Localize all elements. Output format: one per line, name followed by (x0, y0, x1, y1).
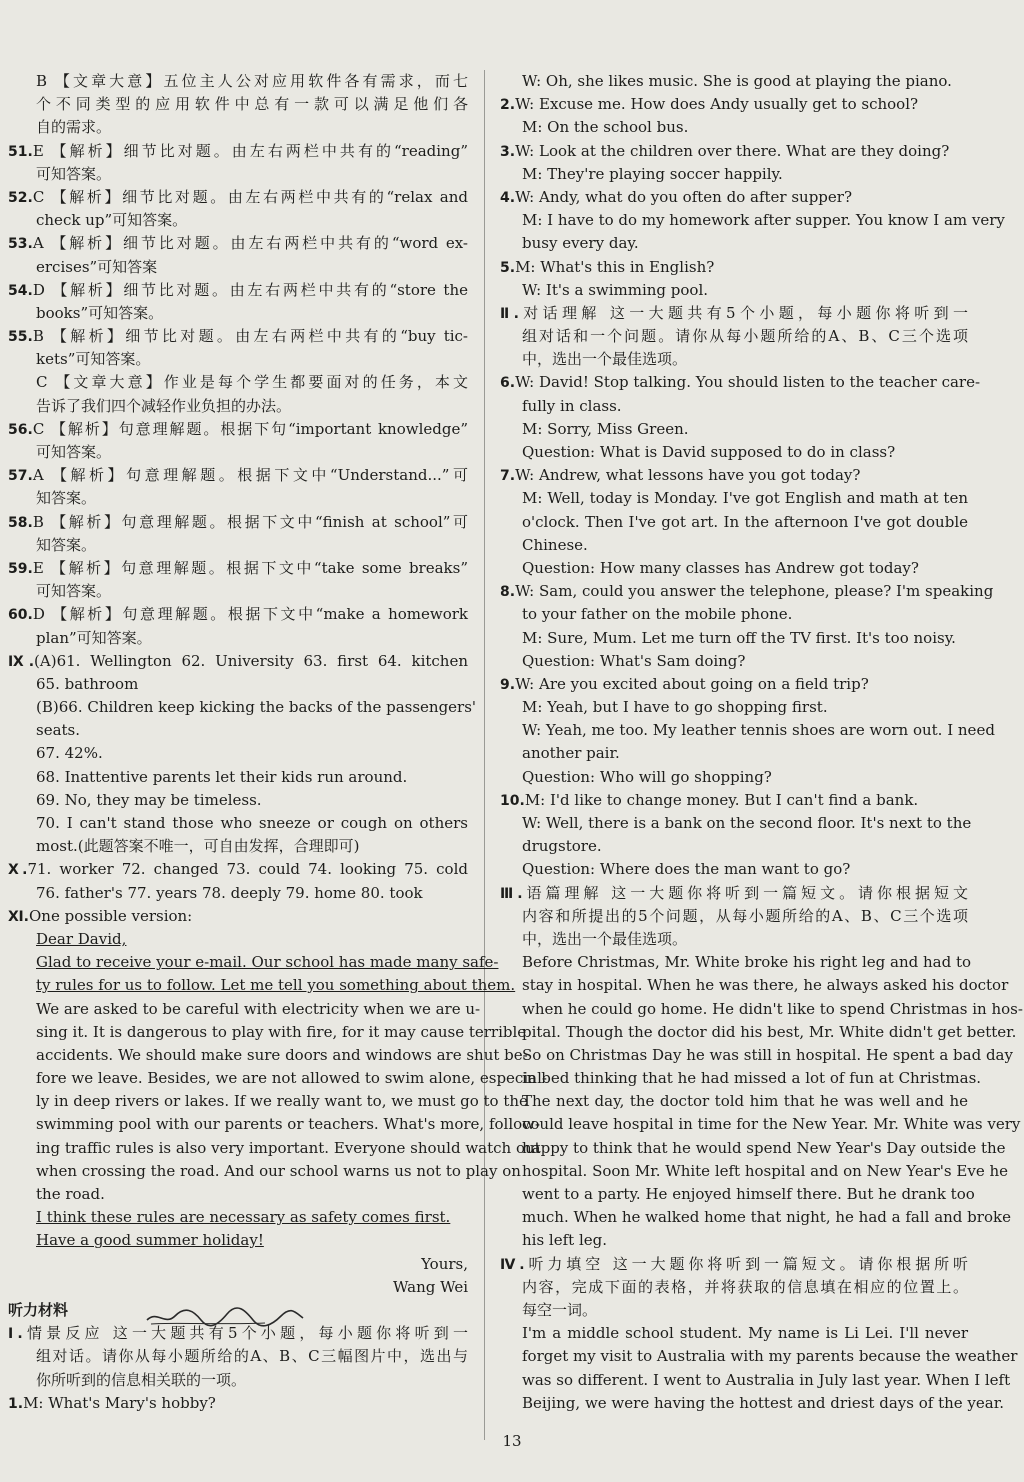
text-line (8, 487, 468, 510)
line-text: 71. worker 72. changed 73. could 74. looking 75. cold (27, 860, 468, 879)
text-line (8, 534, 468, 557)
line-text: plan”可知答案。 (36, 628, 152, 647)
text-line (8, 232, 468, 255)
line-text: fore we leave. Besides, we are not allowed to swim alone, especial- (36, 1069, 547, 1088)
text-line (500, 789, 968, 812)
line-text: o'clock. Then I've got art. In the afternoon I've got double (522, 512, 968, 531)
text-line (8, 1160, 521, 1183)
text-line (500, 1229, 968, 1252)
line-text: 听力材料 (8, 1300, 69, 1319)
text-line (500, 951, 972, 974)
line-text: W: Sam, could you answer the telephone, please? I'm speaking (515, 582, 994, 601)
line-text: 69. No, they may be timeless. (36, 790, 262, 809)
text-line (500, 163, 968, 186)
text-line (500, 256, 968, 279)
text-line (500, 557, 968, 580)
line-text: M: Sure, Mum. Let me turn off the TV first. It's too noisy. (522, 628, 956, 647)
line-text: could leave hospital in time for the New Year. Mr. White was very (522, 1115, 1021, 1134)
line-text: drugstore. (522, 837, 602, 856)
line-text: 情景反应 这一大题共有5个小题，每小题你将听到一 (22, 1324, 468, 1343)
line-text: D 【解析】句意理解题。根据下文中“make a homework (32, 605, 468, 624)
line-text: 中，选出一个最佳选项。 (522, 929, 688, 948)
item-number: 3. (500, 143, 516, 160)
item-number: Ⅹ. (8, 862, 28, 879)
line-text: W: Oh, she likes music. She is good at playing the piano. (522, 72, 952, 90)
line-text: forget my visit to Australia with my parents because the weather (522, 1347, 1018, 1366)
line-text: ercises”可知答案 (36, 257, 158, 276)
text-line (8, 835, 468, 858)
line-text: Glad to receive your e-mail. Our school has made many safe- (36, 953, 499, 972)
item-number: 4. (500, 189, 516, 206)
text-line (500, 1160, 1008, 1183)
line-text: fully in class. (522, 396, 622, 415)
text-line (500, 1021, 1017, 1044)
text-line (500, 1392, 1004, 1415)
line-text: E 【解析】句意理解题。根据下文中“take some breaks” (32, 558, 468, 577)
line-text: 内容，完成下面的表格，并将获取的信息填在相应的位置上。 (522, 1277, 968, 1296)
line-text: Chinese. (522, 535, 588, 554)
item-number: 53. (8, 236, 33, 253)
text-line (8, 371, 468, 394)
line-text: W: Excuse me. How does Andy usually get to school? (515, 95, 919, 114)
text-line (500, 348, 968, 371)
line-text: the road. (36, 1185, 105, 1203)
line-text: Wang Wei (393, 1277, 468, 1296)
text-line (8, 974, 516, 997)
line-text: M: I have to do my homework after supper. You know I am very (522, 211, 1005, 230)
text-line (8, 1253, 468, 1276)
line-text: A 【解析】细节比对题。由左右两栏中共有的“word ex- (32, 234, 468, 253)
text-line (8, 186, 468, 209)
text-line (500, 719, 995, 742)
item-number: Ⅲ. (500, 885, 523, 902)
line-text: 知答案。 (36, 489, 97, 508)
line-text: Question: What's Sam doing? (522, 651, 746, 670)
line-text: 语篇理解 这一大题你将听到一篇短文。请你根据短文 (522, 883, 968, 902)
text-line (500, 1253, 968, 1276)
text-line (8, 209, 468, 232)
text-line (8, 882, 468, 905)
line-text: Question: Who will go shopping? (522, 767, 772, 786)
line-text: M: I'd like to change money. But I can't find a bank. (524, 790, 919, 809)
right-column (500, 70, 1023, 1415)
line-text: when he could go home. He didn't like to spend Christmas in hos- (522, 999, 1023, 1018)
text-line (8, 163, 468, 186)
text-line (500, 534, 968, 557)
text-line (500, 1090, 968, 1113)
line-text: Beijing, we were having the hottest and driest days of the year. (522, 1393, 1004, 1412)
line-text: 个不同类型的应用软件中总有一款可以满足他们各 (36, 95, 468, 114)
text-line (8, 348, 468, 371)
text-line (500, 1044, 1013, 1067)
text-line (500, 1067, 982, 1090)
text-line (500, 673, 968, 696)
text-line (8, 928, 468, 951)
text-line (500, 487, 968, 510)
item-number: 8. (500, 584, 516, 601)
text-line (500, 186, 968, 209)
text-line (500, 140, 968, 163)
line-text: One possible version: (29, 906, 193, 925)
item-number: Ⅱ. (500, 305, 519, 322)
line-text: 可知答案。 (36, 164, 112, 183)
line-text: most.(此题答案不唯一，可自由发挥，合理即可) (36, 837, 360, 856)
text-line (500, 511, 968, 534)
line-text: 可知答案。 (36, 443, 112, 461)
text-line (8, 464, 468, 487)
line-text: Yours, (421, 1254, 468, 1273)
text-line (500, 742, 968, 765)
text-line (500, 928, 968, 951)
line-text: W: Andy, what do you often do after supper? (515, 187, 852, 206)
text-line (8, 441, 468, 464)
text-line (8, 719, 468, 742)
line-text: Question: How many classes has Andrew got today? (522, 558, 919, 577)
text-line (500, 1369, 1011, 1392)
line-text: 中，选出一个最佳选项。 (522, 350, 688, 369)
text-line (8, 1276, 468, 1299)
line-text: D 【解析】细节比对题。由左右两栏中共有的“store the (32, 280, 468, 299)
line-text: 每空一词。 (522, 1300, 598, 1319)
line-text: in bed thinking that he had missed a lot of fun at Christmas. (522, 1069, 982, 1088)
text-line (500, 464, 968, 487)
item-number: 9. (500, 676, 516, 693)
text-line (8, 1229, 468, 1252)
item-number: 6. (500, 375, 516, 392)
line-text: W: Look at the children over there. What are they doing? (515, 141, 950, 160)
item-number: 52. (8, 189, 33, 206)
text-line (8, 1345, 468, 1368)
text-line (500, 371, 981, 394)
text-line (500, 1345, 1018, 1368)
text-line (8, 696, 477, 719)
line-text: B 【文章大意】五位主人公对应用软件各有需求，而七 (36, 72, 468, 90)
text-line (500, 279, 968, 302)
line-text: Question: What is David supposed to do in class? (522, 443, 896, 461)
line-text: 内容和所提出的5个问题，从每小题所给的A、B、C三个选项 (522, 906, 968, 925)
line-text: 听力填空 这一大题你将听到一篇短文。请你根据所听 (524, 1254, 968, 1273)
text-line (500, 395, 968, 418)
text-line (500, 1206, 1011, 1229)
item-number: Ⅺ. (8, 908, 29, 925)
text-line (500, 1183, 975, 1206)
line-text: 知答案。 (36, 535, 97, 554)
line-text: 告诉了我们四个减轻作业负担的办法。 (36, 396, 292, 415)
line-text: 65. bathroom (36, 674, 139, 693)
text-line (8, 511, 468, 534)
line-text: books”可知答案。 (36, 303, 164, 322)
text-line (500, 998, 1023, 1021)
item-number: Ⅸ. (8, 653, 35, 670)
line-text: (B)66. Children keep kicking the backs of the passengers' (36, 698, 477, 717)
line-text: 可知答案。 (36, 582, 112, 601)
line-text: M: Yeah, but I have to go shopping first. (522, 698, 828, 717)
line-text: M: What's Mary's hobby? (23, 1393, 216, 1412)
line-text: much. When he walked home that night, he had a fall and broke (522, 1208, 1011, 1227)
text-line (500, 858, 968, 881)
item-number: 56. (8, 421, 33, 438)
line-text: 自的需求。 (36, 118, 112, 137)
line-text: 你所听到的信息相关联的一项。 (36, 1370, 247, 1389)
line-text: busy every day. (522, 234, 639, 253)
text-line (8, 812, 468, 835)
text-line (500, 812, 972, 835)
text-line (8, 1369, 468, 1392)
line-text: another pair. (522, 744, 620, 763)
text-line (8, 140, 468, 163)
text-line (8, 1067, 547, 1090)
line-text: swimming pool with our parents or teachers. What's more, follow- (36, 1115, 541, 1134)
text-line (8, 1113, 541, 1136)
text-line (8, 1137, 541, 1160)
line-text: when crossing the road. And our school warns us not to play on (36, 1161, 521, 1180)
line-text: M: On the school bus. (522, 118, 689, 137)
line-text: So on Christmas Day he was still in hospital. He spent a bad day (522, 1045, 1013, 1064)
line-text: M: They're playing soccer happily. (522, 164, 783, 183)
line-text: C 【解析】细节比对题。由左右两栏中共有的“relax and (32, 187, 468, 206)
text-line (8, 951, 499, 974)
text-line (8, 603, 468, 626)
text-line (500, 603, 968, 626)
line-text: Before Christmas, Mr. White broke his right leg and had to (522, 953, 972, 972)
item-number: Ⅰ. (8, 1326, 23, 1343)
line-text: (A)61. Wellington 62. University 63. first 64. kitchen (34, 651, 468, 670)
line-text: We are asked to be careful with electricity when we are u- (36, 999, 481, 1018)
line-text: 对话理解 这一大题共有5个小题，每小题你将听到一 (518, 303, 968, 322)
text-line (500, 1299, 968, 1322)
text-line (8, 650, 468, 673)
item-number: 57. (8, 468, 33, 485)
text-line (500, 302, 968, 325)
item-number: 7. (500, 468, 516, 485)
item-number: 5. (500, 259, 516, 276)
text-line (8, 325, 468, 348)
text-line (8, 1206, 468, 1229)
line-text: W: David! Stop talking. You should listen to the teacher care- (515, 373, 981, 392)
page-number: 13 (502, 1432, 522, 1450)
text-line (500, 766, 968, 789)
line-text: his left leg. (522, 1231, 607, 1250)
text-line (500, 835, 968, 858)
text-line (500, 905, 968, 928)
line-text: Dear David, (36, 929, 127, 948)
text-line (8, 789, 468, 812)
line-text: accidents. We should make sure doors and windows are shut be- (36, 1045, 528, 1064)
item-number: 51. (8, 143, 33, 160)
line-text: B 【解析】细节比对题。由左右两栏中共有的“buy tic- (32, 327, 468, 346)
text-line (500, 441, 968, 464)
text-line (500, 1276, 968, 1299)
text-line (500, 325, 968, 348)
line-text: W: Are you excited about going on a field trip? (515, 674, 869, 693)
line-text: 组对话。请你从每小题所给的A、B、C三幅图片中，选出与 (36, 1347, 468, 1366)
line-text: kets”可知答案。 (36, 350, 151, 369)
line-text: I'm a middle school student. My name is Li Lei. I'll never (522, 1324, 968, 1343)
text-line (500, 116, 968, 139)
text-line (8, 279, 468, 302)
text-line (8, 395, 468, 418)
item-number: 1. (8, 1395, 24, 1412)
line-text: 67. 42%. (36, 744, 103, 763)
line-text: W: Well, there is a bank on the second floor. It's next to the (522, 814, 972, 832)
item-number: Ⅳ. (500, 1256, 525, 1273)
text-line (500, 1137, 1006, 1160)
text-line (500, 1322, 968, 1345)
line-text: happy to think that he would spend New Year's Day outside the (522, 1138, 1006, 1157)
line-text: sing it. It is dangerous to play with fire, for it may cause terrible (36, 1022, 527, 1041)
line-text: W: Yeah, me too. My leather tennis shoes are worn out. I need (522, 721, 995, 740)
text-line (500, 627, 968, 650)
text-line (500, 650, 968, 673)
text-line (8, 70, 468, 93)
text-line (8, 627, 468, 650)
text-line (8, 1044, 528, 1067)
line-text: Have a good summer holiday! (36, 1231, 264, 1250)
text-line (8, 116, 468, 139)
line-text: M: What's this in English? (515, 257, 715, 276)
item-number: 55. (8, 329, 33, 346)
line-text: 76. father's 77. years 78. deeply 79. home 80. took (36, 883, 423, 902)
text-line (8, 1090, 528, 1113)
text-line (8, 766, 468, 789)
line-text: B 【解析】句意理解题。根据下文中“finish at school”可 (32, 512, 468, 531)
line-text: I think these rules are necessary as safety comes first. (36, 1208, 451, 1227)
item-number: 60. (8, 607, 33, 624)
handwritten-scribble (145, 1306, 305, 1328)
text-line (500, 70, 968, 93)
line-text: was so different. I went to Australia in July last year. When I left (522, 1370, 1011, 1389)
line-text: ing traffic rules is also very important. Everyone should watch out (36, 1138, 541, 1157)
line-text: seats. (36, 721, 81, 740)
text-line (8, 418, 468, 441)
text-line (500, 93, 968, 116)
line-text: to your father on the mobile phone. (522, 605, 793, 624)
line-text: ly in deep rivers or lakes. If we really want to, we must go to the (36, 1092, 528, 1111)
item-number: 54. (8, 282, 33, 299)
line-text: E 【解析】细节比对题。由左右两栏中共有的“reading” (32, 141, 468, 160)
text-line (8, 998, 481, 1021)
line-text: stay in hospital. When he was there, he always asked his doctor (522, 976, 1009, 995)
line-text: hospital. Soon Mr. White left hospital and on New Year's Eve he (522, 1161, 1008, 1180)
item-number: 58. (8, 514, 33, 531)
line-text: Question: Where does the man want to go? (522, 860, 851, 879)
text-line (8, 93, 468, 116)
line-text: went to a party. He enjoyed himself there. But he drank too (522, 1185, 975, 1203)
line-text: A 【解析】句意理解题。根据下文中“Understand...”可 (32, 466, 468, 485)
item-number: 10. (500, 792, 525, 809)
text-line (500, 209, 1005, 232)
line-text: 68. Inattentive parents let their kids run around. (36, 767, 408, 786)
text-line (8, 905, 468, 928)
text-line (500, 580, 994, 603)
line-text: 组对话和一个问题。请你从每小题所给的A、B、C三个选项 (522, 327, 968, 346)
line-text: C 【文章大意】作业是每个学生都要面对的任务，本文 (36, 373, 468, 392)
text-line (500, 418, 968, 441)
line-text: The next day, the doctor told him that he was well and he (522, 1092, 968, 1111)
text-line (8, 742, 468, 765)
text-line (8, 858, 468, 881)
line-text: 70. I can't stand those who sneeze or cough on others (36, 814, 468, 832)
text-line (8, 557, 468, 580)
line-text: ty rules for us to follow. Let me tell you something about them. (36, 976, 516, 995)
line-text: check up”可知答案。 (36, 211, 188, 230)
column-divider (484, 70, 485, 1440)
line-text: pital. Though the doctor did his best, Mr. White didn't get better. (522, 1022, 1017, 1041)
item-number: 59. (8, 560, 33, 577)
item-number: 2. (500, 97, 516, 114)
line-text: W: Andrew, what lessons have you got today? (515, 466, 861, 485)
text-line (8, 1392, 468, 1415)
line-text: C 【解析】句意理解题。根据下句“important knowledge” (32, 419, 468, 438)
text-line (500, 696, 968, 719)
text-line (8, 673, 468, 696)
text-line (8, 256, 468, 279)
line-text: M: Sorry, Miss Green. (522, 419, 689, 438)
text-line (8, 302, 468, 325)
text-line (500, 232, 968, 255)
text-line (8, 1021, 527, 1044)
text-line (500, 882, 968, 905)
text-line (500, 1113, 1021, 1136)
line-text: W: It's a swimming pool. (522, 280, 709, 299)
text-line (500, 974, 1009, 997)
text-line (8, 580, 468, 603)
line-text: M: Well, today is Monday. I've got English and math at ten (522, 489, 968, 508)
text-line (8, 1183, 468, 1206)
